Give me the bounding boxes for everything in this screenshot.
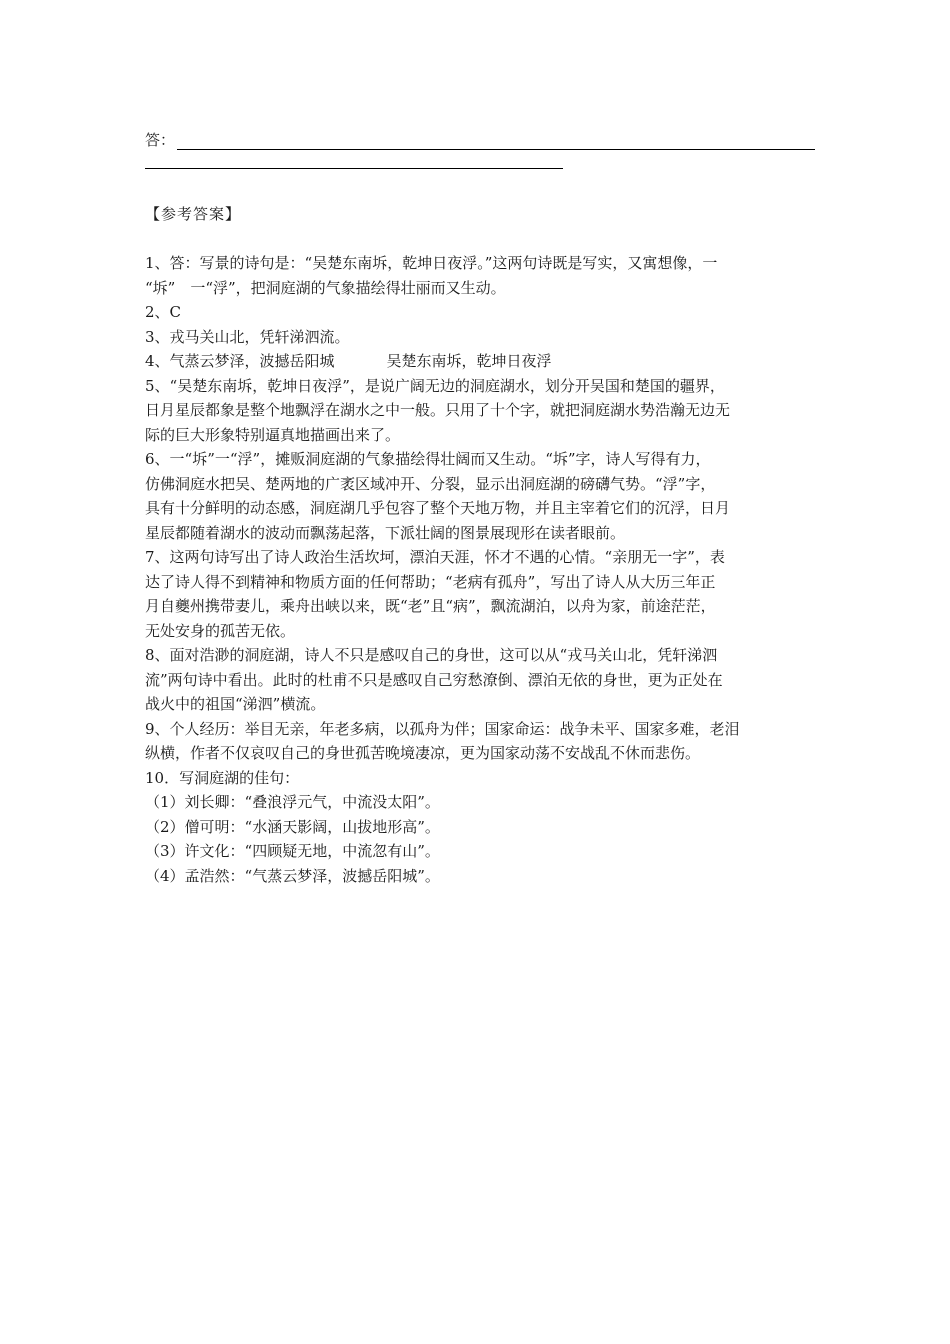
text-line: 纵横，作者不仅哀叹自己的身世孤苦晚境凄凉，更为国家动荡不安战乱不休而悲伤。	[145, 744, 701, 762]
text-line: 际的巨大形象特别逼真地描画出来了。	[145, 425, 401, 444]
text-line: 流”两句诗中看出。此时的杜甫不只是感叹自己穷愁潦倒、漂泊无依的身世，更为正处在	[145, 670, 723, 689]
text-line: 1、答：写景的诗句是：“吴楚东南坼，乾坤日夜浮。”这两句诗既是写实，又寓想像，一	[145, 254, 718, 272]
text-line: “坼” 一“浮”，把洞庭湖的气象描绘得壮丽而又生动。	[145, 278, 506, 297]
answer-blank	[145, 128, 815, 169]
text-line: 8、面对浩渺的洞庭湖，诗人不只是感叹自己的身世，这可以从“戎马关山北，凭轩涕泗	[145, 646, 718, 664]
text-line: 达了诗人得不到精神和物质方面的任何帮助；“老病有孤舟”，写出了诗人从大历三年正	[145, 572, 716, 591]
text-line: 7、这两句诗写出了诗人政治生活坎坷，漂泊天涯，怀才不遇的心情。“亲朋无一字”，表	[145, 548, 725, 566]
answer-label: 答：	[145, 131, 176, 149]
reference-answer-heading: 【参考答案】	[145, 205, 242, 223]
text-line: 无处安身的孤苦无依。	[145, 621, 296, 640]
text-line: 3、戎马关山北，凭轩涕泗流。	[145, 327, 350, 346]
text-line: 5、“吴楚东南坼，乾坤日夜浮”，是说广阔无边的洞庭湖水，划分开吴国和楚国的疆界，	[145, 376, 725, 395]
text-line: 10．写洞庭湖的佳句：	[145, 768, 300, 787]
answer-underline-continued	[145, 168, 563, 169]
text-line-4	[145, 349, 815, 374]
text-line: （1）刘长卿：“叠浪浮元气，中流没太阳”。	[145, 793, 440, 811]
text-line: 6、一“坼”一“浮”，摊贩洞庭湖的气象描绘得壮阔而又生动。“坼”字，诗人写得有力，	[145, 450, 711, 468]
answer-body	[145, 251, 815, 888]
text-line: 日月星辰都象是整个地飘浮在湖水之中一般。只用了十个字，就把洞庭湖水势浩瀚无边无	[145, 401, 731, 419]
text-line: （4）孟浩然：“气蒸云梦泽，波撼岳阳城”。	[145, 866, 440, 885]
text-line: 仿佛洞庭水把吴、楚两地的广袤区域冲开、分裂，显示出洞庭湖的磅礴气势。“浮”字，	[145, 474, 716, 493]
text-line: （2）僧可明：“水涵天影阔，山拔地形高”。	[145, 817, 440, 836]
text-line: 9、个人经历：举目无亲，年老多病，以孤舟为伴；国家命运：战争未平、国家多难，老泪	[145, 719, 740, 738]
text-segment: 吴楚东南坼，乾坤日夜浮	[386, 352, 552, 370]
text-line: 月自夔州携带妻儿，乘舟出峡以来，既“老”且“病”，飘流湖泊，以舟为家，前途茫茫，	[145, 597, 716, 615]
text-segment: 4、气蒸云梦泽，波撼岳阳城	[145, 352, 335, 370]
text-line: 星辰都随着湖水的波动而飘荡起落，下派壮阔的图景展现形在读者眼前。	[145, 523, 626, 542]
answer-underline	[177, 135, 815, 150]
text-line: 战火中的祖国“涕泗”横流。	[145, 695, 326, 713]
text-line: 具有十分鲜明的动态感，洞庭湖几乎包容了整个天地万物，并且主宰着它们的沉浮，日月	[145, 499, 731, 517]
text-line: （3）许文化：“四顾疑无地，中流忽有山”。	[145, 842, 440, 860]
answer-line	[145, 128, 815, 150]
text-line: 2、C	[145, 303, 182, 321]
